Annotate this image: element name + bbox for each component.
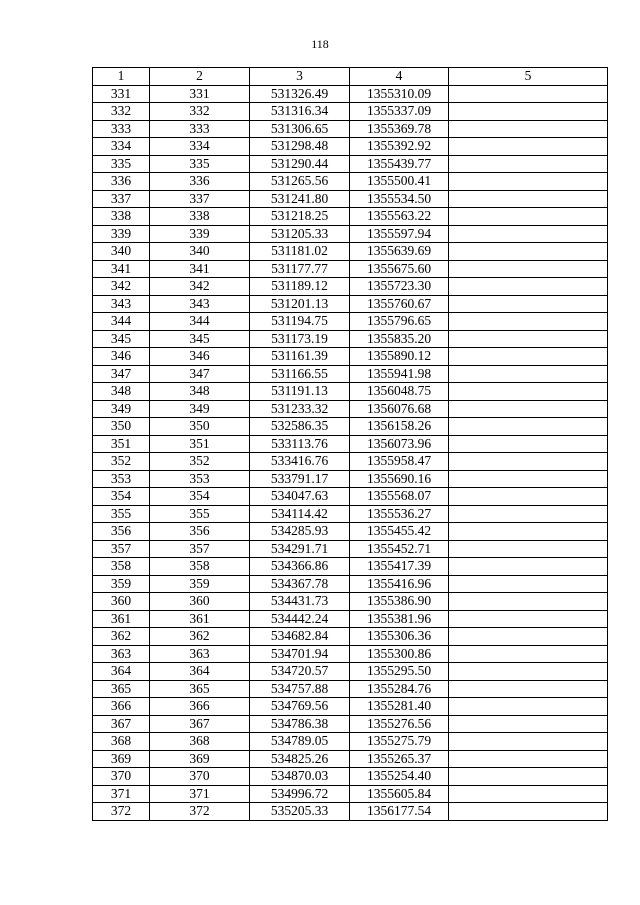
cell-y-coordinate: 1355284.76 [350,680,449,698]
cell-y-coordinate: 1355690.16 [350,470,449,488]
table-row [93,225,608,243]
cell-point-number: 343 [93,295,150,313]
cell-y-coordinate: 1356048.75 [350,383,449,401]
cell-point-id: 366 [150,698,250,716]
cell-note [449,453,608,471]
cell-point-id: 335 [150,155,250,173]
column-header-3: 3 [250,68,350,86]
cell-note [449,190,608,208]
table-row [93,435,608,453]
cell-note [449,243,608,261]
cell-x-coordinate: 534114.42 [250,505,350,523]
cell-x-coordinate: 534285.93 [250,523,350,541]
cell-x-coordinate: 534769.56 [250,698,350,716]
cell-y-coordinate: 1355568.07 [350,488,449,506]
cell-y-coordinate: 1355760.67 [350,295,449,313]
cell-x-coordinate: 531173.19 [250,330,350,348]
cell-y-coordinate: 1355890.12 [350,348,449,366]
cell-note [449,155,608,173]
table-row [93,505,608,523]
cell-point-id: 331 [150,85,250,103]
table-row [93,628,608,646]
cell-x-coordinate: 531265.56 [250,173,350,191]
table-row [93,488,608,506]
cell-point-id: 355 [150,505,250,523]
cell-point-number: 347 [93,365,150,383]
cell-y-coordinate: 1355675.60 [350,260,449,278]
cell-y-coordinate: 1355300.86 [350,645,449,663]
table-row [93,348,608,366]
cell-point-number: 364 [93,663,150,681]
cell-point-number: 340 [93,243,150,261]
cell-y-coordinate: 1355306.36 [350,628,449,646]
cell-point-id: 347 [150,365,250,383]
cell-y-coordinate: 1355310.09 [350,85,449,103]
cell-x-coordinate: 534442.24 [250,610,350,628]
table-row [93,208,608,226]
table-header-row [93,68,608,86]
table-row [93,278,608,296]
cell-y-coordinate: 1355337.09 [350,103,449,121]
cell-note [449,400,608,418]
cell-point-number: 334 [93,138,150,156]
cell-point-id: 359 [150,575,250,593]
cell-point-id: 346 [150,348,250,366]
cell-note [449,663,608,681]
cell-point-number: 336 [93,173,150,191]
table-row [93,85,608,103]
cell-x-coordinate: 531290.44 [250,155,350,173]
cell-x-coordinate: 534682.84 [250,628,350,646]
cell-point-number: 361 [93,610,150,628]
cell-point-id: 369 [150,750,250,768]
cell-point-id: 358 [150,558,250,576]
cell-x-coordinate: 533416.76 [250,453,350,471]
cell-x-coordinate: 534366.86 [250,558,350,576]
column-header-2: 2 [150,68,250,86]
cell-y-coordinate: 1355958.47 [350,453,449,471]
cell-x-coordinate: 531241.80 [250,190,350,208]
cell-point-id: 334 [150,138,250,156]
cell-point-id: 351 [150,435,250,453]
cell-y-coordinate: 1355281.40 [350,698,449,716]
cell-y-coordinate: 1355534.50 [350,190,449,208]
cell-point-number: 341 [93,260,150,278]
cell-note [449,645,608,663]
cell-x-coordinate: 534786.38 [250,715,350,733]
cell-point-number: 338 [93,208,150,226]
cell-y-coordinate: 1355369.78 [350,120,449,138]
cell-note [449,278,608,296]
cell-point-id: 339 [150,225,250,243]
cell-x-coordinate: 531233.32 [250,400,350,418]
cell-x-coordinate: 535205.33 [250,803,350,821]
cell-point-number: 359 [93,575,150,593]
cell-point-id: 365 [150,680,250,698]
cell-point-id: 349 [150,400,250,418]
cell-note [449,628,608,646]
table-row [93,383,608,401]
cell-note [449,715,608,733]
table-row [93,733,608,751]
cell-point-number: 344 [93,313,150,331]
table-row [93,260,608,278]
cell-note [449,295,608,313]
table-row [93,295,608,313]
cell-y-coordinate: 1355265.37 [350,750,449,768]
cell-point-id: 338 [150,208,250,226]
cell-y-coordinate: 1355381.96 [350,610,449,628]
cell-note [449,698,608,716]
cell-x-coordinate: 534825.26 [250,750,350,768]
cell-point-number: 349 [93,400,150,418]
cell-point-id: 342 [150,278,250,296]
table-row [93,365,608,383]
cell-point-number: 337 [93,190,150,208]
table-row [93,750,608,768]
cell-x-coordinate: 531306.65 [250,120,350,138]
cell-point-id: 337 [150,190,250,208]
cell-x-coordinate: 534367.78 [250,575,350,593]
cell-y-coordinate: 1355392.92 [350,138,449,156]
cell-note [449,138,608,156]
cell-point-id: 357 [150,540,250,558]
cell-x-coordinate: 531181.02 [250,243,350,261]
cell-x-coordinate: 534720.57 [250,663,350,681]
cell-point-id: 361 [150,610,250,628]
cell-x-coordinate: 534047.63 [250,488,350,506]
cell-note [449,750,608,768]
table-row [93,768,608,786]
cell-y-coordinate: 1355597.94 [350,225,449,243]
cell-x-coordinate: 532586.35 [250,418,350,436]
table-row [93,715,608,733]
cell-point-number: 353 [93,470,150,488]
table-row [93,120,608,138]
cell-point-id: 344 [150,313,250,331]
cell-note [449,470,608,488]
cell-x-coordinate: 531191.13 [250,383,350,401]
table-row [93,540,608,558]
cell-point-id: 345 [150,330,250,348]
cell-note [449,225,608,243]
table-row [93,610,608,628]
cell-point-number: 356 [93,523,150,541]
cell-point-number: 332 [93,103,150,121]
cell-y-coordinate: 1355835.20 [350,330,449,348]
cell-y-coordinate: 1355500.41 [350,173,449,191]
cell-point-number: 372 [93,803,150,821]
cell-note [449,173,608,191]
table-row [93,400,608,418]
cell-x-coordinate: 534996.72 [250,785,350,803]
cell-x-coordinate: 531205.33 [250,225,350,243]
cell-y-coordinate: 1355416.96 [350,575,449,593]
cell-x-coordinate: 531201.13 [250,295,350,313]
cell-point-number: 345 [93,330,150,348]
cell-point-id: 336 [150,173,250,191]
cell-point-id: 368 [150,733,250,751]
cell-y-coordinate: 1356177.54 [350,803,449,821]
cell-y-coordinate: 1355563.22 [350,208,449,226]
cell-point-id: 360 [150,593,250,611]
table-row [93,558,608,576]
table-row [93,698,608,716]
cell-note [449,313,608,331]
cell-point-number: 363 [93,645,150,663]
cell-point-id: 340 [150,243,250,261]
cell-point-number: 333 [93,120,150,138]
cell-point-id: 353 [150,470,250,488]
cell-point-id: 371 [150,785,250,803]
cell-y-coordinate: 1355417.39 [350,558,449,576]
cell-note [449,208,608,226]
cell-point-number: 335 [93,155,150,173]
cell-y-coordinate: 1355723.30 [350,278,449,296]
cell-x-coordinate: 531189.12 [250,278,350,296]
cell-x-coordinate: 531326.49 [250,85,350,103]
cell-x-coordinate: 533113.76 [250,435,350,453]
cell-x-coordinate: 531177.77 [250,260,350,278]
cell-note [449,680,608,698]
cell-point-number: 348 [93,383,150,401]
cell-y-coordinate: 1355386.90 [350,593,449,611]
cell-point-id: 362 [150,628,250,646]
cell-point-id: 364 [150,663,250,681]
cell-point-number: 362 [93,628,150,646]
cell-point-id: 354 [150,488,250,506]
cell-y-coordinate: 1356073.96 [350,435,449,453]
cell-x-coordinate: 531298.48 [250,138,350,156]
cell-x-coordinate: 531194.75 [250,313,350,331]
cell-note [449,505,608,523]
cell-y-coordinate: 1355275.79 [350,733,449,751]
cell-x-coordinate: 533791.17 [250,470,350,488]
table-row [93,330,608,348]
cell-note [449,488,608,506]
cell-y-coordinate: 1355254.40 [350,768,449,786]
coordinates-table [92,67,608,821]
cell-note [449,523,608,541]
table-row [93,645,608,663]
table-row [93,243,608,261]
cell-point-id: 372 [150,803,250,821]
table-row [93,138,608,156]
cell-y-coordinate: 1355455.42 [350,523,449,541]
cell-x-coordinate: 534757.88 [250,680,350,698]
cell-x-coordinate: 531218.25 [250,208,350,226]
table-row [93,663,608,681]
cell-note [449,733,608,751]
cell-point-number: 354 [93,488,150,506]
cell-note [449,260,608,278]
cell-point-number: 358 [93,558,150,576]
table-row [93,190,608,208]
column-header-4: 4 [350,68,449,86]
cell-point-number: 351 [93,435,150,453]
cell-point-id: 350 [150,418,250,436]
cell-x-coordinate: 534431.73 [250,593,350,611]
table-row [93,173,608,191]
cell-point-id: 363 [150,645,250,663]
cell-note [449,103,608,121]
cell-point-number: 350 [93,418,150,436]
cell-y-coordinate: 1355295.50 [350,663,449,681]
cell-x-coordinate: 534789.05 [250,733,350,751]
cell-note [449,418,608,436]
cell-x-coordinate: 534291.71 [250,540,350,558]
table-row [93,418,608,436]
cell-y-coordinate: 1356076.68 [350,400,449,418]
cell-point-number: 367 [93,715,150,733]
cell-x-coordinate: 531316.34 [250,103,350,121]
cell-point-number: 346 [93,348,150,366]
cell-note [449,768,608,786]
cell-point-number: 366 [93,698,150,716]
table-row [93,680,608,698]
cell-note [449,383,608,401]
cell-y-coordinate: 1355605.84 [350,785,449,803]
cell-note [449,803,608,821]
cell-y-coordinate: 1355276.56 [350,715,449,733]
cell-point-id: 348 [150,383,250,401]
cell-point-id: 333 [150,120,250,138]
table-row [93,155,608,173]
cell-point-number: 331 [93,85,150,103]
table-row [93,103,608,121]
table-row [93,803,608,821]
table-row [93,785,608,803]
cell-point-id: 352 [150,453,250,471]
cell-point-number: 369 [93,750,150,768]
cell-x-coordinate: 531161.39 [250,348,350,366]
cell-point-id: 341 [150,260,250,278]
cell-point-id: 370 [150,768,250,786]
cell-note [449,785,608,803]
cell-y-coordinate: 1356158.26 [350,418,449,436]
table-row [93,453,608,471]
cell-note [449,348,608,366]
cell-point-number: 368 [93,733,150,751]
cell-y-coordinate: 1355941.98 [350,365,449,383]
table-body [93,85,608,820]
cell-point-id: 367 [150,715,250,733]
cell-note [449,120,608,138]
cell-note [449,610,608,628]
column-header-5: 5 [449,68,608,86]
cell-point-number: 355 [93,505,150,523]
cell-y-coordinate: 1355452.71 [350,540,449,558]
cell-note [449,575,608,593]
table-row [93,313,608,331]
cell-point-number: 370 [93,768,150,786]
cell-y-coordinate: 1355536.27 [350,505,449,523]
cell-note [449,330,608,348]
table-row [93,523,608,541]
cell-point-number: 357 [93,540,150,558]
table-row [93,470,608,488]
cell-y-coordinate: 1355639.69 [350,243,449,261]
cell-point-id: 343 [150,295,250,313]
cell-point-number: 360 [93,593,150,611]
cell-point-number: 365 [93,680,150,698]
table-row [93,575,608,593]
cell-point-number: 339 [93,225,150,243]
cell-note [449,435,608,453]
cell-point-number: 342 [93,278,150,296]
cell-x-coordinate: 534870.03 [250,768,350,786]
cell-note [449,558,608,576]
cell-point-id: 356 [150,523,250,541]
cell-y-coordinate: 1355439.77 [350,155,449,173]
column-header-1: 1 [93,68,150,86]
table-row [93,593,608,611]
page-number: 118 [311,37,329,51]
cell-x-coordinate: 534701.94 [250,645,350,663]
cell-note [449,540,608,558]
cell-x-coordinate: 531166.55 [250,365,350,383]
cell-note [449,85,608,103]
cell-note [449,593,608,611]
cell-point-number: 352 [93,453,150,471]
cell-point-id: 332 [150,103,250,121]
cell-point-number: 371 [93,785,150,803]
cell-y-coordinate: 1355796.65 [350,313,449,331]
cell-note [449,365,608,383]
